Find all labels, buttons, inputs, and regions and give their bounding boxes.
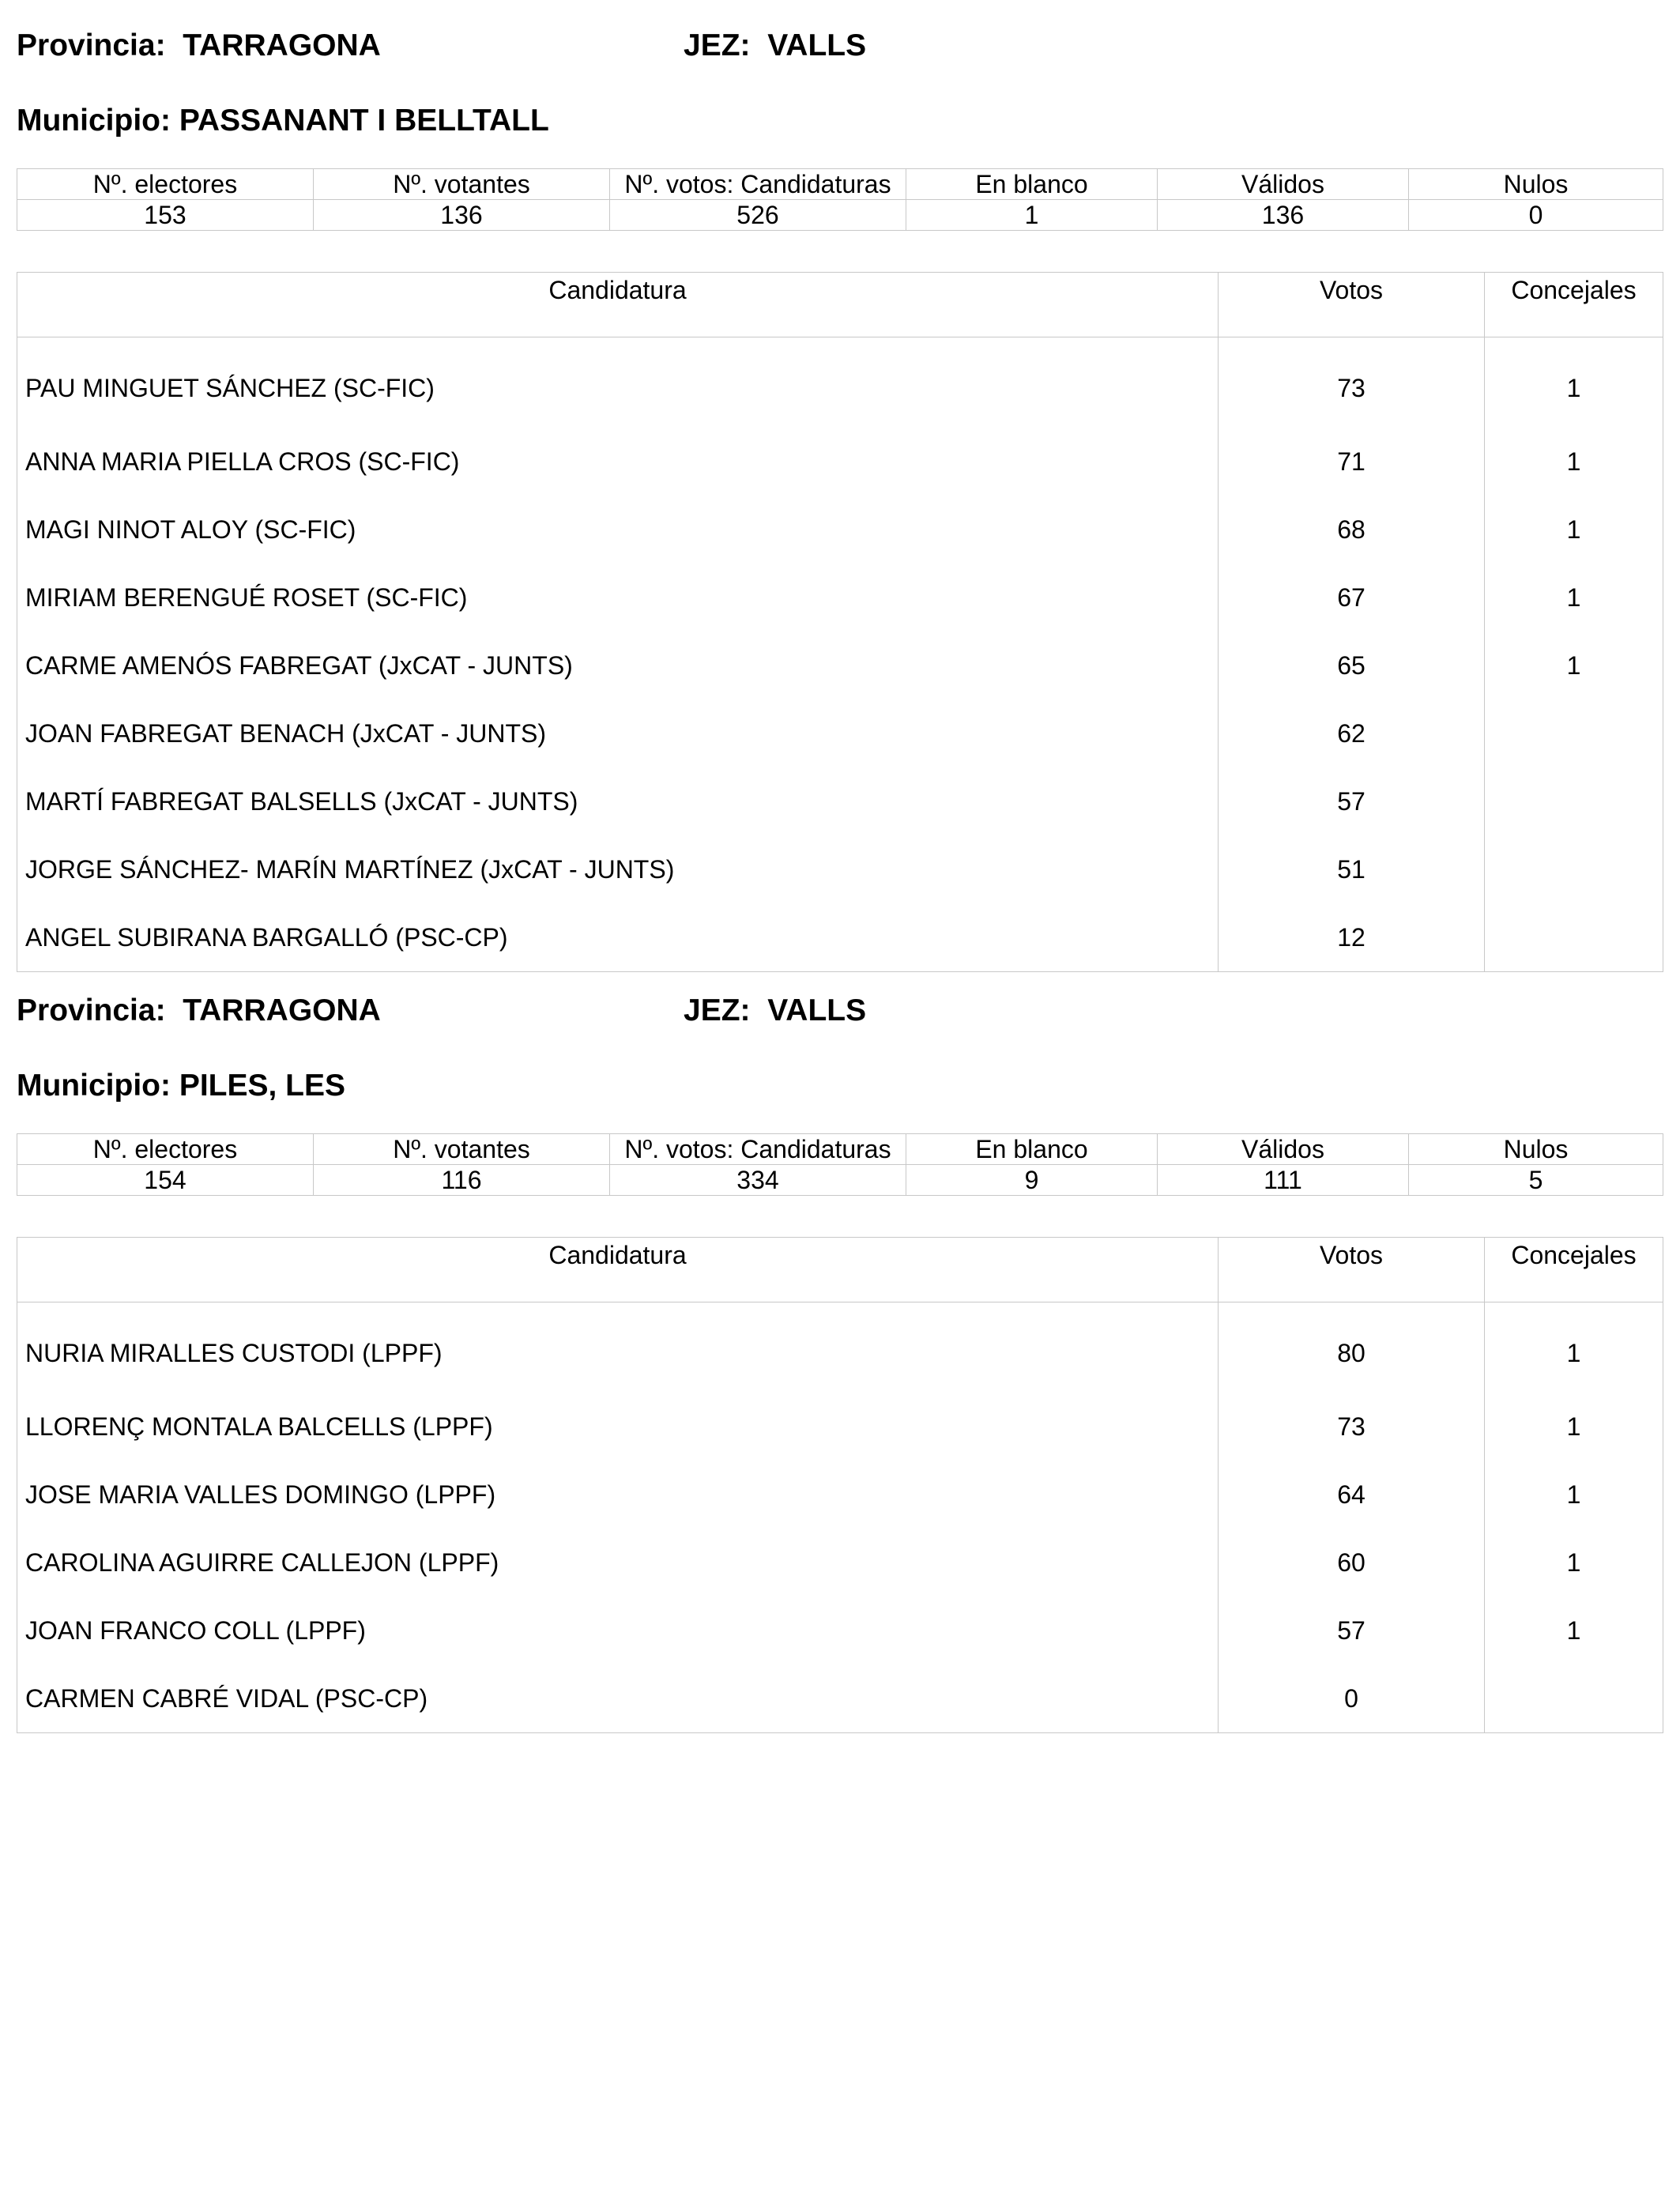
stats-header-row [17,1134,1663,1165]
candidate-concejales: 1 [1485,496,1663,564]
table-row [17,564,1663,631]
municipio-label: Municipio: [17,1069,171,1103]
candidate-votos: 68 [1219,496,1485,564]
candidate-concejales [1485,699,1663,767]
table-row [17,1302,1663,1393]
stats-header-cell: Nº. votos: Candidaturas [610,169,906,200]
candidate-name: CARMEN CABRÉ VIDAL (PSC-CP) [17,1664,1219,1733]
candidatura-header-row [17,273,1663,337]
concejales-header: Concejales [1485,273,1663,337]
candidate-name: ANNA MARIA PIELLA CROS (SC-FIC) [17,428,1219,496]
candidate-votos: 65 [1219,631,1485,699]
stats-value-cell: 5 [1409,1165,1663,1196]
provincia-value: TARRAGONA [183,28,381,62]
table-row [17,835,1663,903]
candidate-votos: 51 [1219,835,1485,903]
candidate-concejales [1485,767,1663,835]
candidate-concejales: 1 [1485,1461,1663,1529]
candidate-votos: 71 [1219,428,1485,496]
jez-value: VALLS [767,28,867,62]
stats-header-cell: Nº. electores [17,1134,314,1165]
candidate-votos: 64 [1219,1461,1485,1529]
stats-value-cell: 526 [610,200,906,231]
votos-header: Votos [1219,273,1485,337]
candidate-votos: 0 [1219,1664,1485,1733]
stats-header-row [17,169,1663,200]
concejales-header: Concejales [1485,1238,1663,1302]
candidate-concejales: 1 [1485,1302,1663,1393]
jez-heading [684,30,866,61]
candidate-concejales: 1 [1485,337,1663,428]
stats-value-cell: 136 [1158,200,1409,231]
table-row [17,1393,1663,1461]
candidate-votos: 73 [1219,337,1485,428]
table-row [17,699,1663,767]
candidate-name: JOAN FABREGAT BENACH (JxCAT - JUNTS) [17,699,1219,767]
candidate-votos: 73 [1219,1393,1485,1461]
stats-header-cell: Nulos [1409,1134,1663,1165]
provincia-label: Provincia: [17,28,166,62]
table-row [17,631,1663,699]
stats-header-cell: Nº. votantes [314,169,610,200]
table-row [17,337,1663,428]
candidate-name: MAGI NINOT ALOY (SC-FIC) [17,496,1219,564]
municipio-heading [17,1070,345,1101]
stats-header-cell: Válidos [1158,1134,1409,1165]
candidate-name: LLORENÇ MONTALA BALCELLS (LPPF) [17,1393,1219,1461]
stats-values-row [17,1165,1663,1196]
jez-heading [684,995,866,1026]
municipio-value: PILES, LES [179,1069,346,1103]
candidate-name: ANGEL SUBIRANA BARGALLÓ (PSC-CP) [17,903,1219,972]
candidate-concejales: 1 [1485,428,1663,496]
stats-value-cell: 136 [314,200,610,231]
candidate-name: CARME AMENÓS FABREGAT (JxCAT - JUNTS) [17,631,1219,699]
candidate-name: JORGE SÁNCHEZ- MARÍN MARTÍNEZ (JxCAT - JUNTS) [17,835,1219,903]
candidate-concejales [1485,903,1663,972]
stats-value-cell: 9 [906,1165,1158,1196]
table-row [17,1529,1663,1596]
candidate-concejales: 1 [1485,631,1663,699]
table-row [17,1461,1663,1529]
stats-table [17,1133,1663,1196]
candidate-concejales: 1 [1485,1596,1663,1664]
stats-value-cell: 154 [17,1165,314,1196]
candidate-concejales [1485,835,1663,903]
candidate-concejales: 1 [1485,1529,1663,1596]
stats-header-cell: Nulos [1409,169,1663,200]
candidate-votos: 57 [1219,1596,1485,1664]
stats-table [17,168,1663,231]
table-row [17,767,1663,835]
stats-value-cell: 153 [17,200,314,231]
candidate-name: PAU MINGUET SÁNCHEZ (SC-FIC) [17,337,1219,428]
candidate-concejales [1485,1664,1663,1733]
municipio-heading [17,105,549,136]
stats-header-cell: En blanco [906,169,1158,200]
provincia-label: Provincia: [17,993,166,1027]
candidate-name: MARTÍ FABREGAT BALSELLS (JxCAT - JUNTS) [17,767,1219,835]
candidate-votos: 12 [1219,903,1485,972]
jez-value: VALLS [767,993,867,1027]
stats-value-cell: 1 [906,200,1158,231]
candidate-name: NURIA MIRALLES CUSTODI (LPPF) [17,1302,1219,1393]
municipio-label: Municipio: [17,104,171,138]
table-row [17,496,1663,564]
table-row [17,428,1663,496]
candidatura-header: Candidatura [17,273,1219,337]
candidatura-header: Candidatura [17,1238,1219,1302]
table-row [17,903,1663,972]
stats-value-cell: 334 [610,1165,906,1196]
municipio-value: PASSANANT I BELLTALL [179,104,549,138]
provincia-heading [17,30,381,61]
stats-header-cell: En blanco [906,1134,1158,1165]
candidate-votos: 62 [1219,699,1485,767]
table-row [17,1664,1663,1733]
stats-header-cell: Nº. votantes [314,1134,610,1165]
candidatura-table [17,272,1663,972]
jez-label: JEZ: [684,993,751,1027]
candidate-name: CAROLINA AGUIRRE CALLEJON (LPPF) [17,1529,1219,1596]
candidate-concejales: 1 [1485,1393,1663,1461]
candidatura-table [17,1237,1663,1733]
stats-value-cell: 0 [1409,200,1663,231]
candidate-votos: 60 [1219,1529,1485,1596]
stats-value-cell: 116 [314,1165,610,1196]
candidate-votos: 57 [1219,767,1485,835]
votos-header: Votos [1219,1238,1485,1302]
candidate-votos: 67 [1219,564,1485,631]
stats-header-cell: Nº. votos: Candidaturas [610,1134,906,1165]
stats-value-cell: 111 [1158,1165,1409,1196]
candidate-name: JOAN FRANCO COLL (LPPF) [17,1596,1219,1664]
candidate-concejales: 1 [1485,564,1663,631]
stats-header-cell: Nº. electores [17,169,314,200]
candidate-name: MIRIAM BERENGUÉ ROSET (SC-FIC) [17,564,1219,631]
stats-values-row [17,200,1663,231]
candidate-votos: 80 [1219,1302,1485,1393]
candidatura-header-row [17,1238,1663,1302]
candidate-name: JOSE MARIA VALLES DOMINGO (LPPF) [17,1461,1219,1529]
provincia-value: TARRAGONA [183,993,381,1027]
stats-header-cell: Válidos [1158,169,1409,200]
provincia-heading [17,995,381,1026]
jez-label: JEZ: [684,28,751,62]
table-row [17,1596,1663,1664]
